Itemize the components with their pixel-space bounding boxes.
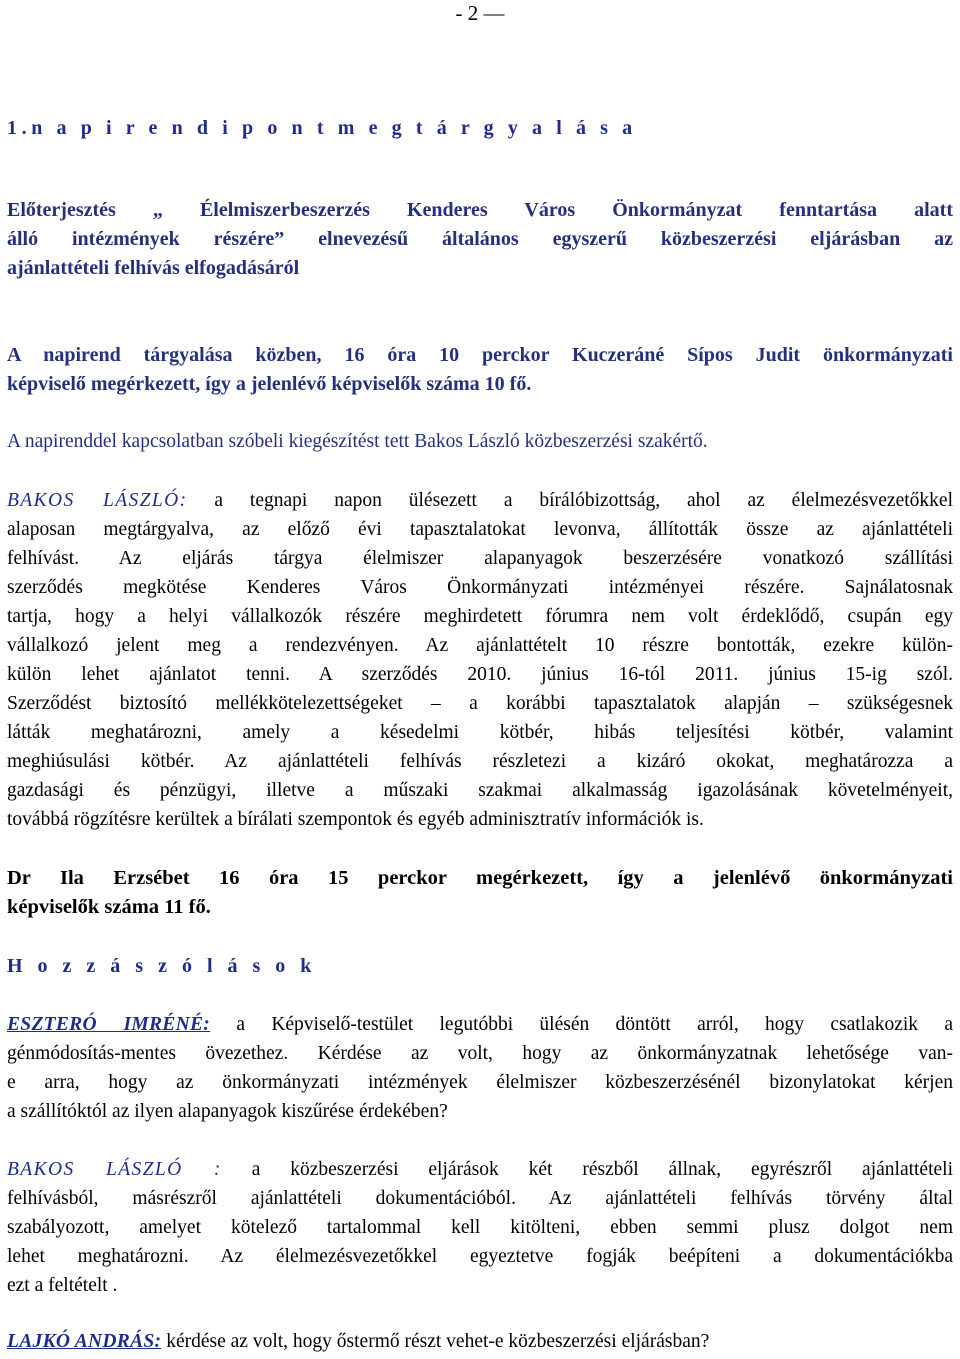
speech-line: külön lehet ajánlatot tenni. A szerződés 2010. június 16-tól 2011. június 15-ig szól. (7, 664, 953, 685)
arrival-notice-line: képviselők száma 11 fő. (7, 896, 211, 918)
arrival-notice-line: Dr Ila Erzsébet 16 óra 15 perckor megérkezett, így a jelenlévő önkormányzati (7, 867, 953, 889)
supplement-note: A napirenddel kapcsolatban szóbeli kiegészítést tett Bakos László közbeszerzési szakértő. (7, 431, 708, 452)
debate-heading: H o z z á s z ó l á s o k (7, 955, 317, 977)
speaker-name: LAJKÓ ANDRÁS: (7, 1331, 162, 1352)
speech-line: vállalkozó jelent meg a rendezvényen. Az ajánlattételt 10 részre bontották, ezekre külön- (7, 635, 953, 656)
agenda-title-line: Előterjesztés „ Élelmiszerbeszerzés Kenderes Város Önkormányzat fenntartása alatt (7, 199, 953, 221)
speech-line: felhívást. Az eljárás tárgya élelmiszer alapanyagok beszerzésére vonatkozó szállítási (7, 548, 953, 569)
speech-line: felhívásból, másrészről ajánlattételi dokumentációból. Az ajánlattételi felhívás törvény által (7, 1188, 953, 1209)
speech-line: ezt a feltételt . (7, 1275, 118, 1296)
speech-line: lehet meghatározni. Az élelmezésvezetőkkel egyeztetve fogják beépíteni a dokumentációkba (7, 1246, 953, 1267)
speaker-name: BAKOS LÁSZLÓ: (7, 490, 188, 511)
arrival-notice-1 (7, 341, 953, 399)
speech-lajko-1 (7, 1327, 953, 1356)
agenda-title-line: álló intézmények részére” elnevezésű általános egyszerű közbeszerzési eljárásban az (7, 228, 953, 250)
arrival-notice-line: képviselő megérkezett, így a jelenlévő képviselők száma 10 fő. (7, 373, 532, 395)
speech-line: tartja, hogy a helyi vállalkozók részére meghirdetett fórumra nem volt érdeklődő, csupán egy (7, 606, 953, 627)
speech-line: továbbá rögzítésre kerültek a bírálati szempontok és egyéb adminisztratív információk is. (7, 809, 704, 830)
speech-eszter-1 (7, 1010, 953, 1126)
agenda-heading: 1.n a p i r e n d i p o n t m e g t á r g y a l á s a (7, 117, 637, 139)
speech-line: e arra, hogy az önkormányzati intézmények élelmiszer közbeszerzésénél bizonylatokat kérjen (7, 1072, 953, 1093)
speech-line: szabályozott, amelyet kötelező tartalommal kell kitölteni, ebben semmi plusz dolgot nem (7, 1217, 953, 1238)
arrival-notice-line: A napirend tárgyalása közben, 16 óra 10 perckor Kuczeráné Sípos Judit önkormányzati (7, 344, 953, 366)
speech-line: meghiúsulási kötbér. Az ajánlattételi felhívás részletezi a kizáró okokat, meghatározza a (7, 751, 953, 772)
arrival-notice-2 (7, 864, 953, 922)
speech-line: kérdése az volt, hogy őstermő részt vehet-e közbeszerzési eljárásban? (161, 1331, 710, 1352)
speech-bakos-1 (7, 486, 953, 834)
speech-line: BAKOS LÁSZLÓ : a közbeszerzési eljárások két részből állnak, egyrészről ajánlattételi (7, 1159, 953, 1180)
agenda-title-line: ajánlattételi felhívás elfogadásáról (7, 257, 300, 279)
speech-line: a szállítóktól az ilyen alapanyagok kiszűrése érdekében? (7, 1101, 448, 1122)
speaker-name: BAKOS LÁSZLÓ : (7, 1159, 222, 1180)
speech-line: ESZTERÓ IMRÉNÉ: a Képviselő-testület legutóbbi ülésén döntött arról, hogy csatlakozik a (7, 1014, 953, 1035)
speech-line: génmódosítás-mentes övezethez. Kérdése az volt, hogy az önkormányzatnak lehetősége van- (7, 1043, 953, 1064)
speech-line: BAKOS LÁSZLÓ: a tegnapi napon ülésezett a bírálóbizottság, ahol az élelmezésvezetőkkel (7, 490, 953, 511)
agenda-title (7, 196, 953, 283)
speech-line: alaposan megtárgyalva, az előző évi tapasztalatokat levonva, állították össze az ajánlattételi (7, 519, 953, 540)
speech-line: Szerződést biztosító mellékkötelezettségeket – a korábbi tapasztalatok alapján – szükségesnek (7, 693, 953, 714)
speech-line: gazdasági és pénzügyi, illetve a műszaki szakmai alkalmasság igazolásának követelményeit, (7, 780, 953, 801)
speech-line: szerződés megkötése Kenderes Város Önkormányzati intézményei részére. Sajnálatosnak (7, 577, 953, 598)
speech-bakos-2 (7, 1155, 953, 1300)
speech-line: látták meghatározni, amely a késedelmi kötbér, hibás teljesítési kötbér, valamint (7, 722, 953, 743)
page-number: - 2 — (455, 1, 505, 25)
speaker-name: ESZTERÓ IMRÉNÉ: (7, 1014, 211, 1035)
